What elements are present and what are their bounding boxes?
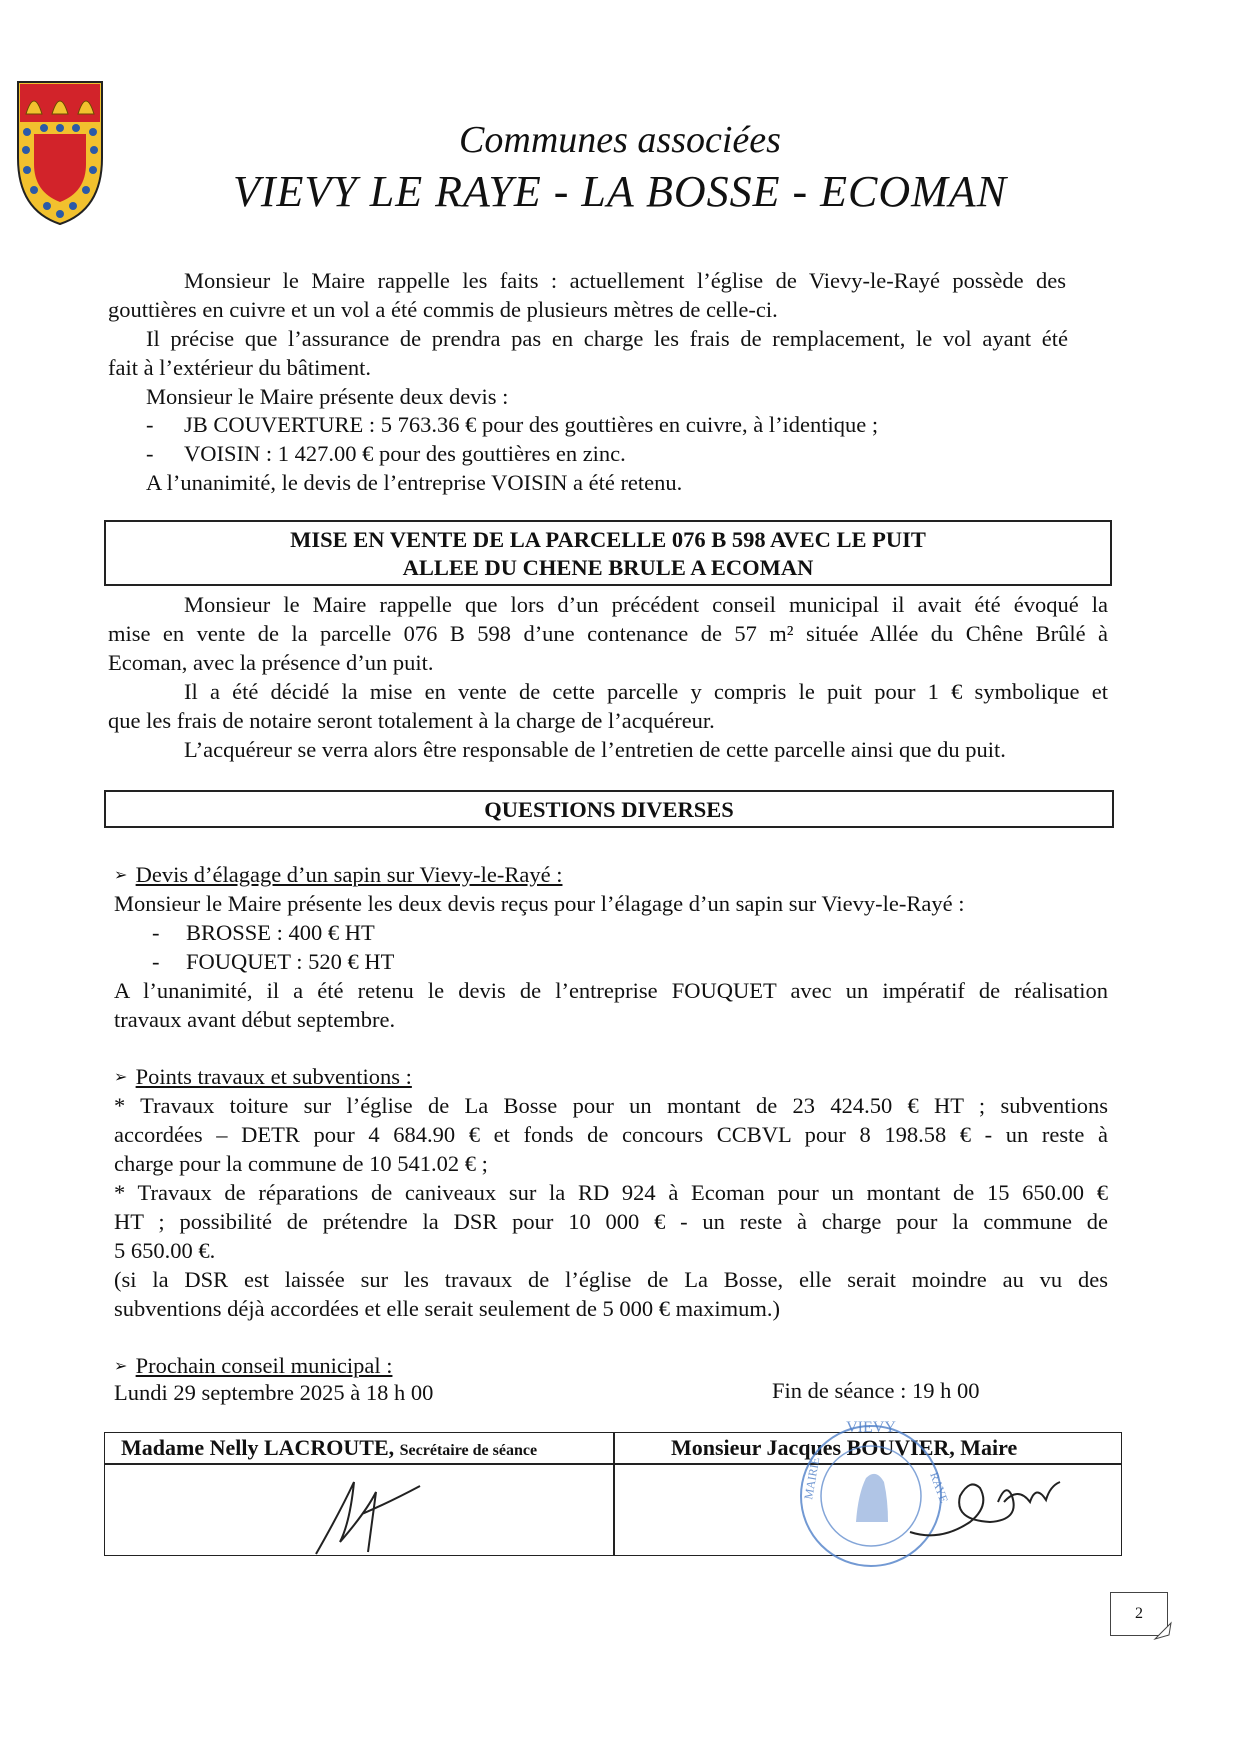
end-of-session: Fin de séance : 19 h 00	[772, 1378, 980, 1403]
paragraph-parcelle-3: L’acquéreur se verra alors être responsable de l’entretien de cette parcelle ainsi que du puit.	[184, 737, 1006, 762]
paragraph-parcelle-1b: mise en vente de la parcelle 076 B 598 d’une contenance de 57 m² située Allée du Chêne Brûlé à	[108, 621, 1108, 646]
subsection-elagage-title: Devis d’élagage d’un sapin sur Vievy-le-Rayé :	[135, 862, 563, 887]
arrow-bullet-icon: ➢	[114, 867, 128, 884]
stamp-text-right: RAYE	[927, 1470, 952, 1505]
header-communes-associees: Communes associées	[459, 119, 781, 161]
subsection-conseil-heading	[114, 1351, 714, 1381]
paragraph-parcelle-2b: que les frais de notaire seront totalement à la charge de l’acquéreur.	[108, 708, 715, 733]
paragraph-travaux-4: * Travaux de réparations de caniveaux sur la RD 924 à Ecoman pour un montant de 15 650.00 €	[114, 1180, 1108, 1205]
section-title-parcelle	[104, 520, 1112, 586]
paragraph-gutters-3: Monsieur le Maire présente deux devis :	[146, 384, 509, 409]
list-dash: -	[146, 412, 154, 437]
quote-item-brosse: BROSSE : 400 € HT	[186, 920, 375, 945]
page-curl-icon	[1153, 1621, 1173, 1641]
secretary-role: Secrétaire de séance	[399, 1442, 538, 1459]
secretary-name: Madame Nelly LACROUTE,	[121, 1435, 395, 1460]
subsection-travaux-title: Points travaux et subventions :	[135, 1064, 412, 1089]
paragraph-travaux-5: HT ; possibilité de prétendre la DSR pour 10 000 € - un reste à charge pour la commune de	[114, 1209, 1108, 1234]
paragraph-travaux-6: 5 650.00 €.	[114, 1238, 216, 1263]
subsection-elagage-heading	[114, 860, 1104, 890]
quote-item-voisin: VOISIN : 1 427.00 € pour des gouttières en zinc.	[184, 441, 626, 466]
arrow-bullet-icon: ➢	[114, 1358, 128, 1375]
header-communes-names: VIEVY LE RAYE - LA BOSSE - ECOMAN	[232, 167, 1008, 216]
page-number-box	[1110, 1592, 1168, 1636]
next-council-date: Lundi 29 septembre 2025 à 18 h 00	[114, 1380, 434, 1405]
stamp-text-left: MAIRIE	[801, 1456, 823, 1501]
section-title-questions: QUESTIONS DIVERSES	[104, 790, 1114, 828]
paragraph-gutters-1b: gouttières en cuivre et un vol a été commis de plusieurs mètres de celle-ci.	[108, 297, 778, 322]
paragraph-travaux-2: accordées – DETR pour 4 684.90 € et fonds de concours CCBVL pour 8 198.58 € - un reste à	[114, 1122, 1108, 1147]
section-title-parcelle-line2: ALLEE DU CHENE BRULE A ECOMAN	[402, 555, 814, 580]
secretary-header	[121, 1435, 537, 1464]
quote-item-jb-couverture: JB COUVERTURE : 5 763.36 € pour des gouttières en cuivre, à l’identique ;	[184, 412, 879, 437]
mayor-signature-icon	[900, 1462, 1070, 1548]
list-dash: -	[146, 441, 154, 466]
section-title-parcelle-line1: MISE EN VENTE DE LA PARCELLE 076 B 598 AVEC LE PUIT	[290, 527, 926, 552]
table-divider	[613, 1433, 615, 1555]
mayor-header: Monsieur Jacques BOUVIER, Maire	[671, 1435, 1018, 1460]
paragraph-gutters-2b: fait à l’extérieur du bâtiment.	[108, 355, 372, 380]
mayor-role: Maire	[960, 1435, 1018, 1460]
paragraph-travaux-1: * Travaux toiture sur l’église de La Bosse pour un montant de 23 424.50 € HT ; subventions	[114, 1093, 1108, 1118]
paragraph-travaux-7: (si la DSR est laissée sur les travaux de l’église de La Bosse, elle serait moindre au vu des	[114, 1267, 1108, 1292]
subsection-travaux-heading	[114, 1062, 1104, 1092]
secretary-signature-icon	[310, 1472, 430, 1562]
quote-item-fouquet: FOUQUET : 520 € HT	[186, 949, 395, 974]
paragraph-elagage-1: Monsieur le Maire présente les deux devis reçus pour l’élagage d’un sapin sur Vievy-le-Rayé :	[114, 891, 965, 916]
paragraph-elagage-2b: travaux avant début septembre.	[114, 1007, 396, 1032]
subsection-conseil-title: Prochain conseil municipal :	[135, 1353, 393, 1378]
mayor-name: Monsieur Jacques BOUVIER	[671, 1435, 950, 1460]
list-dash: -	[152, 920, 160, 945]
paragraph-gutters-1: Monsieur le Maire rappelle les faits : actuellement l’église de Vievy-le-Rayé possède des	[184, 268, 1066, 293]
paragraph-gutters-2: Il précise que l’assurance de prendra pas en charge les frais de remplacement, le vol ayant été	[146, 326, 1068, 351]
paragraph-gutters-decision: A l’unanimité, le devis de l’entreprise VOISIN a été retenu.	[146, 470, 683, 495]
paragraph-travaux-3: charge pour la commune de 10 541.02 € ;	[114, 1151, 488, 1176]
page-number: 2	[1135, 1605, 1143, 1622]
paragraph-travaux-8: subventions déjà accordées et elle serait seulement de 5 000 € maximum.)	[114, 1296, 781, 1321]
paragraph-parcelle-2a: Il a été décidé la mise en vente de cette parcelle y compris le puit pour 1 € symbolique et	[184, 679, 1108, 704]
paragraph-elagage-2a: A l’unanimité, il a été retenu le devis de l’entreprise FOUQUET avec un impératif de réalisation	[114, 978, 1108, 1003]
list-dash: -	[152, 949, 160, 974]
stamp-text-top: VIEVY	[846, 1419, 896, 1436]
paragraph-parcelle-1a: Monsieur le Maire rappelle que lors d’un précédent conseil municipal il avait été évoqué la	[184, 592, 1108, 617]
arrow-bullet-icon: ➢	[114, 1069, 128, 1086]
paragraph-parcelle-1c: Ecoman, avec la présence d’un puit.	[108, 650, 434, 675]
